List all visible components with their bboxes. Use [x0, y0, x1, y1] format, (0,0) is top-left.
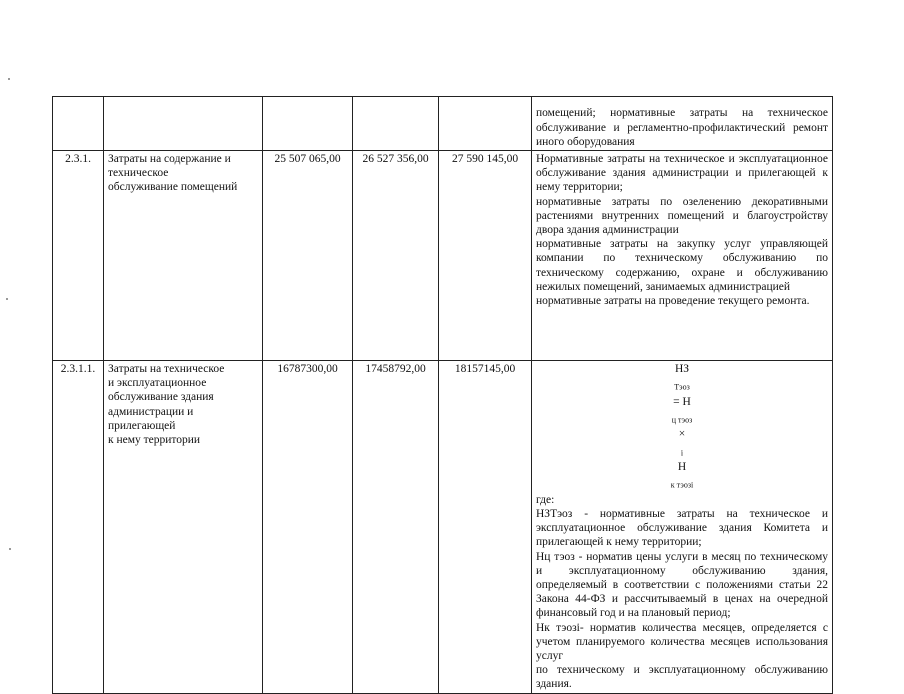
row-value-3: 18157145,00	[439, 361, 532, 694]
row-name	[104, 97, 263, 151]
table-row	[53, 97, 833, 151]
row-value-1: 16787300,00	[263, 361, 353, 694]
row-description: помещений; нормативные затраты на техническое обслуживание и регламентно-профилактический ремонт иного оборудования	[532, 97, 833, 151]
row-value-3	[439, 97, 532, 151]
scan-speck	[8, 78, 10, 80]
row-description: Нормативные затраты на техническое и эксплуатационное обслуживание здания администрации и прилегающей к нему территории; нормативные затраты по озеленению декоративными растениями внутренних помещений и благоустройству двора здания администрации нормативные затраты на закупку услуг управляющей компании по техническому обслуживанию по техническому содержанию, охране и обслуживанию нежилых помещений, занимаемых администрацией нормативные затраты на проведение текущего ремонта.	[532, 151, 833, 361]
row-value-2	[353, 97, 439, 151]
row-name: Затраты на содержание и техническое обслуживание помещений	[104, 151, 263, 361]
row-value-2: 17458792,00	[353, 361, 439, 694]
table-row	[53, 151, 833, 361]
row-name: Затраты на техническое и эксплуатационное обслуживание здания администрации и прилегающей к нему территории	[104, 361, 263, 694]
scan-speck	[6, 298, 8, 300]
row-value-3: 27 590 145,00	[439, 151, 532, 361]
row-description: НЗ $_{Тэоз}$ = Н $_{ц тэоз}$ × $_i$ Н $_{к тэозi}$ где: НЗТэоз - нормативные затраты на техническое и эксплуатационное обслуживание здания Комитета и прилегающей к нему территории; Нц тэоз - норматив цены услуги в месяц по техническому и эксплуатационному обслуживанию здания, определяемый в соответствии с положениями статьи 22 Закона 44-ФЗ и рассчитываемый в ценах на очередной финансовый год и на плановый период; Нк тэозi- норматив количества месяцев, определяется с учетом планируемого количества месяцев использования услуг по техническому и эксплуатационному обслуживанию здания.	[532, 361, 833, 694]
row-value-1: 25 507 065,00	[263, 151, 353, 361]
budget-table	[52, 96, 833, 694]
row-number: 2.3.1.1.	[53, 361, 104, 694]
row-number	[53, 97, 104, 151]
formula: НЗ $_{Тэоз}$ = Н $_{ц тэоз}$ × $_i$ Н $_{к тэозi}$	[670, 363, 694, 490]
row-value-2: 26 527 356,00	[353, 151, 439, 361]
row-number: 2.3.1.	[53, 151, 104, 361]
scan-speck	[9, 548, 11, 550]
table-row	[53, 361, 833, 694]
row-value-1	[263, 97, 353, 151]
